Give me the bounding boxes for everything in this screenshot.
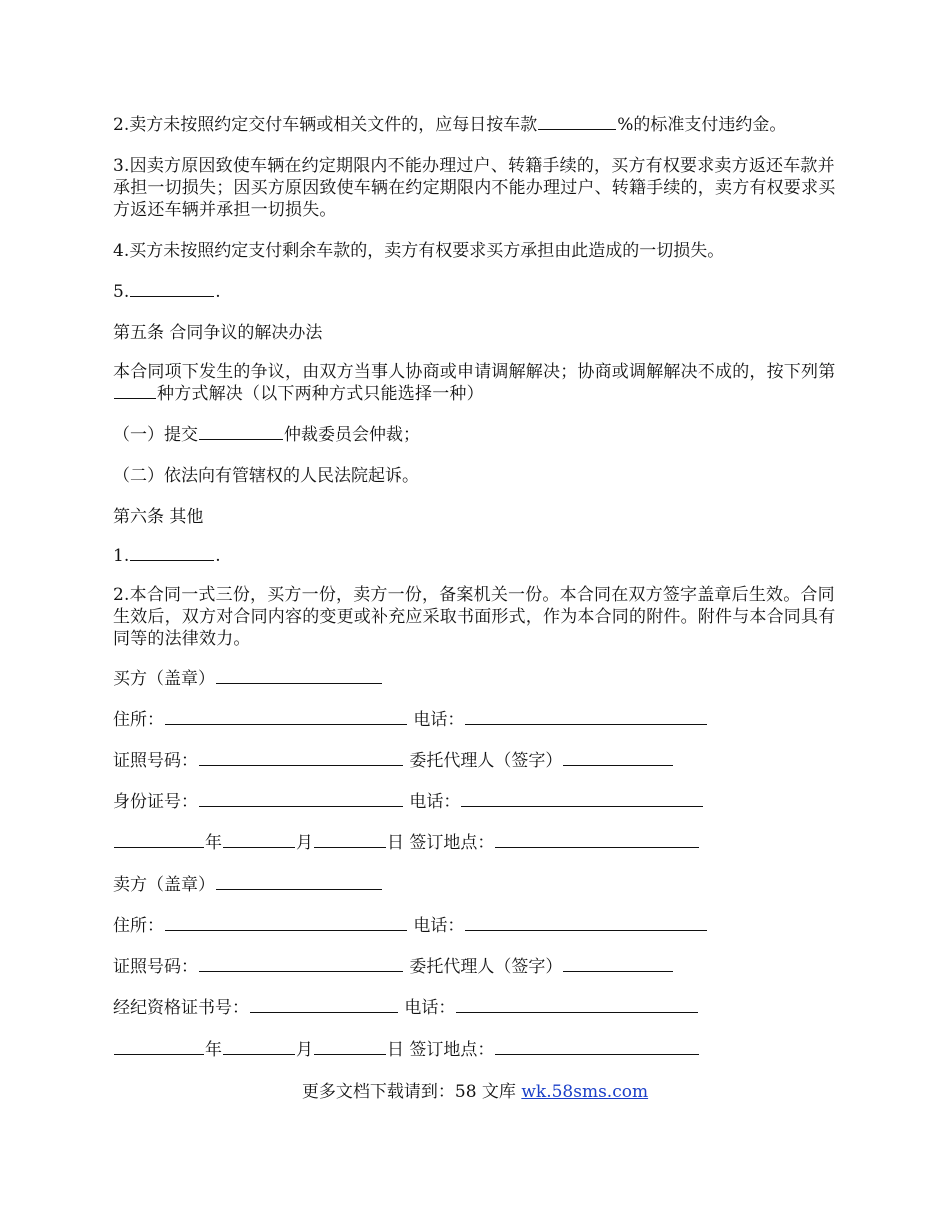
blank-line: [314, 1039, 386, 1055]
blank-line: [223, 832, 295, 848]
seller-license-line: 证照号码： 委托代理人（签字）: [113, 956, 674, 978]
seller-date-line: 年 月 日 签订地点：: [113, 1039, 700, 1061]
footer: [0, 1081, 950, 1103]
blank-line: [114, 383, 156, 399]
blank-line: [165, 709, 407, 725]
buyer-seal-line: 买方（盖章）: [113, 668, 383, 690]
blank-line: [216, 874, 382, 890]
article-5-option-1: （一）提交 仲裁委员会仲裁；: [113, 425, 420, 445]
blank-line: [165, 915, 407, 931]
clause-2: 2.卖方未按照约定交付车辆或相关文件的，应每日按车款 %的标准支付违约金。: [113, 115, 787, 135]
buyer-date-line: 年 月 日 签订地点：: [113, 832, 700, 854]
buyer-address-line: 住所： 电话：: [113, 709, 708, 731]
blank-line: [199, 791, 403, 807]
seller-broker-line: 经纪资格证书号： 电话：: [113, 997, 699, 1019]
blank-line: [456, 997, 698, 1013]
article-6-item-1: 1. .: [113, 546, 221, 566]
blank-line: [461, 791, 703, 807]
blank-line: [314, 832, 386, 848]
article-6-item-2: 2.本合同一式三份，买方一份，卖方一份，备案机关一份。本合同在双方签字盖章后生效。合同生效后，双方对合同内容的变更或补充应采取书面形式，作为本合同的附件。附件与本合同具有同等的法律效力。: [113, 585, 836, 649]
blank-line: [563, 956, 673, 972]
blank-line: [130, 545, 214, 561]
blank-line: [538, 114, 616, 130]
blank-line: [465, 915, 707, 931]
blank-line: [199, 424, 283, 440]
blank-line: [216, 668, 382, 684]
blank-line: [199, 750, 403, 766]
blank-line: [465, 709, 707, 725]
footer-link[interactable]: wk.58sms.com: [521, 1082, 649, 1102]
blank-line: [250, 997, 398, 1013]
blank-line: [130, 281, 214, 297]
blank-line: [495, 832, 699, 848]
blank-line: [114, 832, 204, 848]
clause-4: 4.买方未按照约定支付剩余车款的，卖方有权要求买方承担由此造成的一切损失。: [113, 241, 725, 261]
buyer-id-line: 身份证号： 电话：: [113, 791, 704, 813]
article-6-title: 第六条 其他: [113, 507, 204, 527]
blank-line: [223, 1039, 295, 1055]
footer-text: 更多文档下载请到：58 文库: [301, 1082, 522, 1102]
article-5-title: 第五条 合同争议的解决办法: [113, 323, 323, 343]
clause-3: 3.因卖方原因致使车辆在约定期限内不能办理过户、转籍手续的，买方有权要求卖方返还车款并承担一切损失；因买方原因致使车辆在约定期限内不能办理过户、转籍手续的，卖方有权要求买方返还车辆并承担一切损失。: [113, 156, 836, 220]
seller-address-line: 住所： 电话：: [113, 915, 708, 937]
blank-line: [114, 1039, 204, 1055]
blank-line: [563, 750, 673, 766]
blank-line: [495, 1039, 699, 1055]
article-5-option-2: （二）依法向有管辖权的人民法院起诉。: [113, 466, 419, 486]
seller-seal-line: 卖方（盖章）: [113, 874, 383, 896]
buyer-license-line: 证照号码： 委托代理人（签字）: [113, 750, 674, 772]
blank-line: [199, 956, 403, 972]
article-5-body: 本合同项下发生的争议，由双方当事人协商或申请调解解决；协商或调解解决不成的，按下列第种方式解决（以下两种方式只能选择一种）: [113, 362, 836, 404]
clause-5: 5. .: [113, 282, 221, 302]
